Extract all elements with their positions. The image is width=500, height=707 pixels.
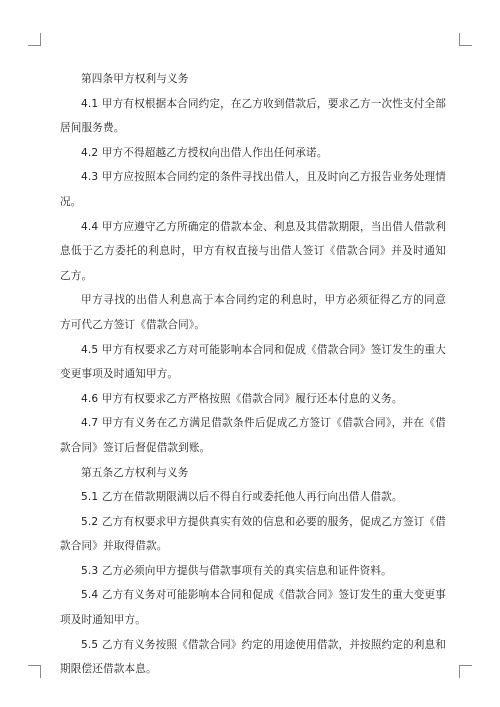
clause-5-1: 5.1 乙方在借款期限满以后不得自行或委托他人再行向出借人借款。 xyxy=(81,491,403,504)
clause-5-4: 5.4 乙方有义务对可能影响本合同和促成《借款合同》签订发生的重大变更事项及时通知甲方。 xyxy=(60,589,446,627)
clause-4-4: 4.4 甲方应遵守乙方所确定的借款本金、利息及其借款期限，当出借人借款利息低于乙方委托的利息时，甲方有权直接与出借人签订《借款合同》并及时通知乙方。 xyxy=(60,220,446,282)
section-heading-article-4: 第四条甲方权利与义务 xyxy=(81,73,189,85)
crop-mark-bottom-right xyxy=(459,665,472,678)
clause-4-3: 4.3 甲方应按照本合同约定的条件寻找出借人，且及时向乙方报告业务处理情况。 xyxy=(60,171,446,208)
crop-mark-bottom-left xyxy=(28,665,41,678)
clause-5-3: 5.3 乙方必须向甲方提供与借款事项有关的真实信息和证件资料。 xyxy=(81,564,392,577)
clause-4-4-continued: 甲方寻找的出借人利息高于本合同约定的利息时，甲方必须征得乙方的同意方可代乙方签订《借款合同》。 xyxy=(60,294,446,331)
clause-4-7: 4.7 甲方有义务在乙方满足借款条件后促成乙方签订《借款合同》，并在《借款合同》签订后督促借款到账。 xyxy=(60,417,446,454)
clause-5-2: 5.2 乙方有权要求甲方提供真实有效的信息和必要的服务，促成乙方签订《借款合同》并取得借款。 xyxy=(60,515,446,553)
crop-mark-top-left xyxy=(28,33,41,46)
clause-5-5: 5.5 乙方有义务按照《借款合同》约定的用途使用借款，并按照约定的利息和期限偿还借款本息。 xyxy=(60,638,446,676)
clause-4-6: 4.6 甲方有权要求乙方严格按照《借款合同》履行还本付息的义务。 xyxy=(81,392,403,405)
crop-mark-top-right xyxy=(459,33,472,46)
clause-4-1: 4.1 甲方有权根据本合同约定，在乙方收到借款后，要求乙方一次性支付全部居间服务费。 xyxy=(60,97,446,135)
clause-4-2: 4.2 甲方不得超越乙方授权向出借人作出任何承诺。 xyxy=(81,146,328,159)
clause-4-5: 4.5 甲方有权要求乙方对可能影响本合同和促成《借款合同》签订发生的重大变更事项及时通知甲方。 xyxy=(60,343,446,381)
section-heading-article-5: 第五条乙方权利与义务 xyxy=(81,466,189,479)
document-body xyxy=(60,67,446,682)
